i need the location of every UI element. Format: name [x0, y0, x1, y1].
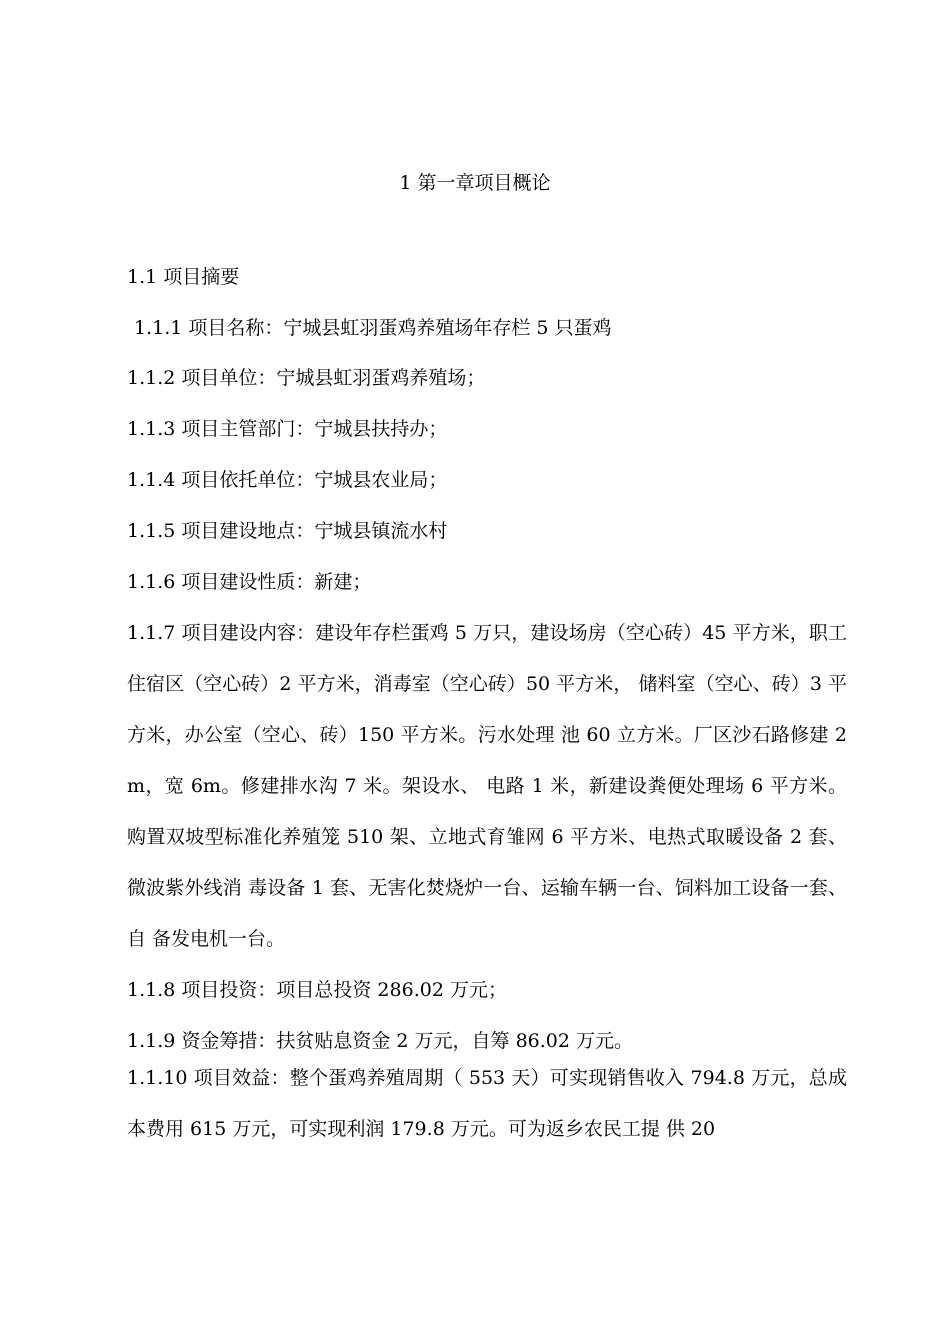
item-investment: 1.1.8 项目投资：项目总投资 286.02 万元；: [127, 979, 507, 1001]
item-project-name: 1.1.1 项目名称：宁城县虹羽蛋鸡养殖场年存栏 5 只蛋鸡: [134, 317, 612, 339]
item-construction-site: 1.1.5 项目建设地点：宁城县镇流水村: [127, 520, 448, 542]
chapter-title: 1 第一章项目概论: [399, 172, 551, 194]
paragraph-project-benefit: 1.1.10 项目效益：整个蛋鸡养殖周期（ 553 天）可实现销售收入 794.8 万元，总成本费用 615 万元，可实现利润 179.8 万元。可为返乡农民工提 供 20: [127, 1067, 847, 1140]
section-heading: 1.1 项目摘要: [127, 266, 240, 288]
item-construction-nature: 1.1.6 项目建设性质：新建；: [127, 571, 372, 593]
item-funding: 1.1.9 资金筹措：扶贫贴息资金 2 万元，自筹 86.02 万元。: [127, 1030, 634, 1052]
paragraph-construction-content: 1.1.7 项目建设内容：建设年存栏蛋鸡 5 万只，建设场房（空心砖）45 平方米，职工住宿区（空心砖）2 平方米，消毒室（空心砖）50 平方米， 储料室（空心、砖）3 平方米，办公室（空心、砖）150 平方米。污水处理 池 60 立方米。厂区沙石路修建 2m，宽 6m。修建排水沟 7 米。架设水、 电路 1 米，新建设粪便处理场 6 平方米。购置双坡型标准化养殖笼 510 架、立地式育雏网 6 平方米、电热式取暖设备 2 套、微波紫外线消 毒设备 1 套、无害化焚烧炉一台、运输车辆一台、饲料加工设备一套、自 备发电机一台。: [127, 622, 847, 950]
item-supervising-department: 1.1.3 项目主管部门：宁城县扶持办；: [127, 418, 448, 440]
item-project-unit: 1.1.2 项目单位：宁城县虹羽蛋鸡养殖场；: [127, 367, 486, 389]
item-supporting-unit: 1.1.4 项目依托单位：宁城县农业局；: [127, 469, 448, 491]
